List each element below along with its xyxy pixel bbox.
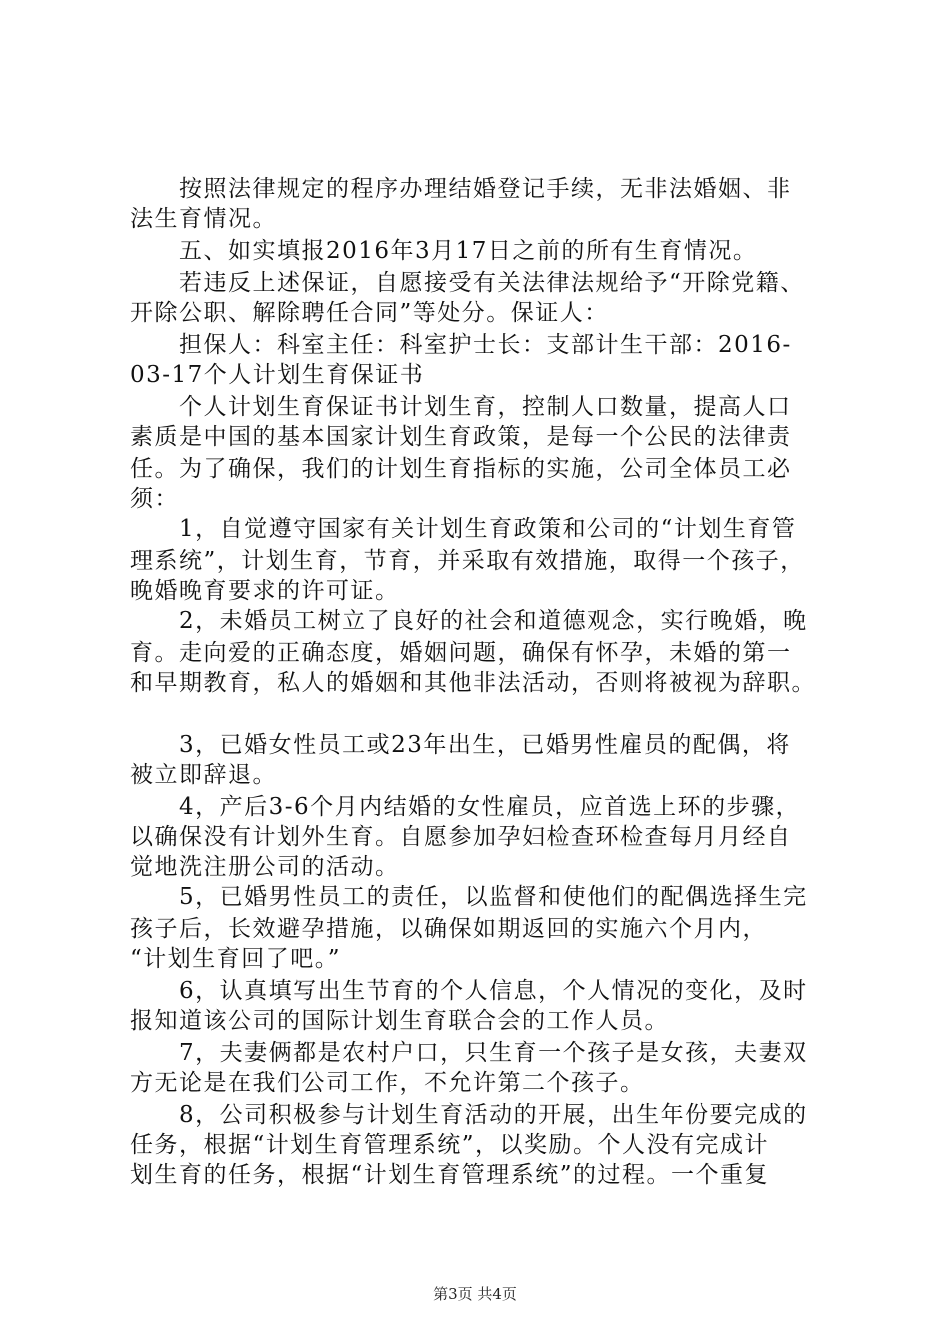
text-line: 8，公司积极参与计划生育活动的开展，出生年份要完成的 [130,1102,808,1128]
text-line: 5，已婚男性员工的责任，以监督和使他们的配偶选择生完 [130,884,808,910]
text-line: 1，自觉遵守国家有关计划生育政策和公司的“计划生育管 [130,516,797,542]
text-line: 个人计划生育保证书计划生育，控制人口数量，提高人口 [130,394,792,420]
text-line: 担保人：科室主任：科室护士长：支部计生干部：2016- [130,332,792,358]
text-line: 素质是中国的基本国家计划生育政策，是每一个公民的法律责 [130,424,792,450]
text-line: 理系统”，计划生育，节育，并采取有效措施，取得一个孩子， [130,548,805,574]
page-number-footer: 第3页 共4页 [433,1285,517,1303]
text-line: 以确保没有计划外生育。自愿参加孕妇检查环检查每月月经自 [130,824,792,850]
text-line: 觉地洗注册公司的活动。 [130,854,400,880]
text-line: 任。为了确保，我们的计划生育指标的实施，公司全体员工必 [130,456,792,482]
text-line: 按照法律规定的程序办理结婚登记手续，无非法婚姻、非 [130,176,792,202]
text-line: 法生育情况。 [130,206,277,232]
text-line: 若违反上述保证，自愿接受有关法律法规给予“开除党籍、 [130,270,805,296]
text-line: 方无论是在我们公司工作，不允许第二个孩子。 [130,1070,645,1096]
text-line: 五、如实填报2016年3月17日之前的所有生育情况。 [130,238,758,264]
text-line: 任务，根据“计划生育管理系统”，以奖励。个人没有完成计 [130,1132,770,1158]
text-line: 6，认真填写出生节育的个人信息，个人情况的变化，及时 [130,978,808,1004]
text-line: 划生育的任务，根据“计划生育管理系统”的过程。一个重复 [130,1162,770,1188]
text-line: 和早期教育，私人的婚姻和其他非法活动，否则将被视为辞职。 [130,670,816,696]
text-line: 孩子后，长效避孕措施，以确保如期返回的实施六个月内， [130,916,767,942]
text-line: 2，未婚员工树立了良好的社会和道德观念，实行晚婚，晚 [130,608,808,634]
text-line: 3，已婚女性员工或23年出生，已婚男性雇员的配偶，将 [130,732,791,758]
text-line: “计划生育回了吧。” [130,946,342,972]
text-line: 晚婚晚育要求的许可证。 [130,578,400,604]
text-line: 须： [130,486,179,512]
text-line: 7，夫妻俩都是农村户口，只生育一个孩子是女孩，夫妻双 [130,1040,808,1066]
text-line: 报知道该公司的国际计划生育联合会的工作人员。 [130,1008,669,1034]
text-line: 开除公职、解除聘任合同”等处分。保证人： [130,300,609,326]
text-line: 育。走向爱的正确态度，婚姻问题，确保有怀孕，未婚的第一 [130,640,792,666]
text-line: 被立即辞退。 [130,762,277,788]
text-line: 03-17个人计划生育保证书 [130,362,425,388]
text-line: 4，产后3-6个月内结婚的女性雇员，应首选上环的步骤， [130,794,801,820]
